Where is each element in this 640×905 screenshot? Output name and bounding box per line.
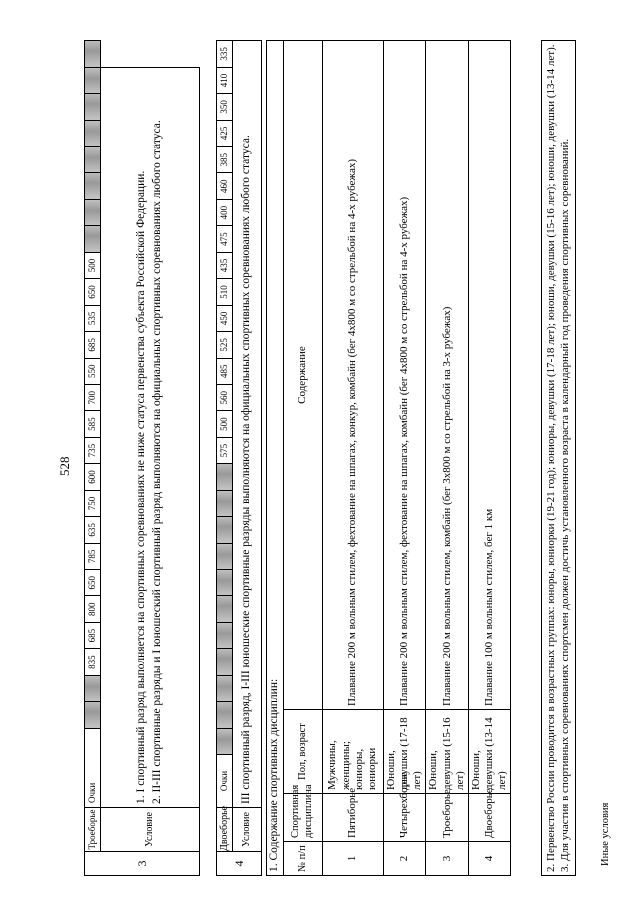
score-cell: 500 bbox=[217, 411, 233, 437]
row4-condition: III спортивный разряд, I-III юношеские спортивные разряды выполняются на официальных спортивных соревнованиях любого статуса. bbox=[233, 41, 262, 808]
page-number: 528 bbox=[57, 456, 72, 476]
row3-points-label: Очки bbox=[85, 728, 101, 807]
discipline-row bbox=[468, 41, 511, 876]
row3-condition-2: 2. II-III спортивные разряды и I юношеский спортивный разряд выполняются на официальных спортивных соревнованиях любого статуса. bbox=[151, 120, 163, 804]
row3-num: 3 bbox=[85, 852, 200, 876]
discipline-name: Двоеборье bbox=[468, 794, 511, 842]
score-cell: 485 bbox=[217, 358, 233, 384]
score-cell: 735 bbox=[85, 437, 101, 463]
score-cell: 450 bbox=[217, 305, 233, 331]
row4-block bbox=[216, 40, 262, 876]
score-cell: 785 bbox=[85, 543, 101, 569]
score-cell: 800 bbox=[85, 596, 101, 622]
row3-discipline: Троеборье bbox=[85, 808, 101, 852]
score-cell: 835 bbox=[85, 649, 101, 675]
score-cell: 650 bbox=[85, 279, 101, 305]
row4-points-label: Очки bbox=[217, 755, 233, 808]
score-cell: 600 bbox=[85, 464, 101, 490]
score-cell: 635 bbox=[85, 517, 101, 543]
score-cell: 500 bbox=[85, 252, 101, 278]
row4-scores-row bbox=[217, 41, 233, 876]
row4-condition-row bbox=[233, 41, 262, 876]
score-cell: 750 bbox=[85, 490, 101, 516]
score-cell: 700 bbox=[85, 385, 101, 411]
score-cell: 425 bbox=[217, 120, 233, 146]
score-cell: 350 bbox=[217, 94, 233, 120]
score-cell: 385 bbox=[217, 147, 233, 173]
discipline-gender: Мужчины, женщины; юниоры, юниорки bbox=[322, 710, 383, 794]
header-content: Содержание bbox=[283, 41, 322, 710]
score-cell: 335 bbox=[217, 41, 233, 68]
score-cell: 535 bbox=[85, 305, 101, 331]
discipline-row bbox=[322, 41, 383, 876]
discipline-gender: Юноши, девушки (13-14 лет) bbox=[468, 710, 511, 794]
row3-condition-row bbox=[101, 41, 200, 876]
score-cell: 685 bbox=[85, 332, 101, 358]
score-cell: 475 bbox=[217, 226, 233, 252]
score-cell: 525 bbox=[217, 332, 233, 358]
row3-condition-1: 1. I спортивный разряд выполняется на спортивных соревнованиях не ниже статуса первенства субъекта Российской Федерации. bbox=[135, 170, 148, 804]
disciplines-block bbox=[266, 40, 511, 876]
row4-discipline: Двоеборье bbox=[217, 808, 233, 852]
score-cell: 400 bbox=[217, 199, 233, 225]
row4-table bbox=[216, 40, 262, 876]
score-cell: 575 bbox=[217, 437, 233, 463]
row3-table bbox=[84, 40, 200, 876]
discipline-name: Троеборье bbox=[426, 794, 469, 842]
discipline-num: 4 bbox=[468, 842, 511, 876]
rotated-page bbox=[57, 36, 620, 888]
header-discipline: Спортивная дисциплина bbox=[283, 794, 322, 842]
discipline-row bbox=[426, 41, 469, 876]
side-label: Иные условия bbox=[600, 802, 611, 866]
discipline-content: Плавание 200 м вольным стилем, фехтование на шпагах, комбайн (бег 4х800 м со стрельбой на 4-х рубежах) bbox=[383, 41, 426, 710]
note-2: 2. Первенство России проводится в возрастных группах: юноры, юниорки (19-21 год); юниоры, девушки (17-18 лет); юноши, девушки (15-16 лет); юноши, девушки (13-14 лет). bbox=[545, 44, 557, 872]
discipline-gender: Юноши, девушки (17-18 лет) bbox=[383, 710, 426, 794]
row3-block bbox=[84, 40, 200, 876]
row3-condition-label: Условие bbox=[101, 808, 200, 852]
score-cell: 410 bbox=[217, 67, 233, 93]
row4-num: 4 bbox=[217, 852, 262, 876]
score-cell: 510 bbox=[217, 279, 233, 305]
disciplines-header-row bbox=[283, 41, 322, 876]
note-3: 3. Для участия в спортивных соревнованиях спортсмен должен достичь установленного возраста в календарный год проведения спортивных соревнований. bbox=[559, 138, 572, 872]
disciplines-title: 1. Содержание спортивных дисциплин: bbox=[267, 41, 284, 876]
discipline-name: Четырехборье bbox=[383, 794, 426, 842]
score-cell: 460 bbox=[217, 173, 233, 199]
score-cell: 685 bbox=[85, 622, 101, 648]
score-cell: 435 bbox=[217, 252, 233, 278]
notes-block bbox=[541, 40, 576, 876]
discipline-content: Плавание 200 м вольным стилем, комбайн (бег 3х800 м со стрельбой на 3-х рубежах) bbox=[426, 41, 469, 710]
header-num: № п/п bbox=[283, 842, 322, 876]
discipline-num: 1 bbox=[322, 842, 383, 876]
discipline-num: 2 bbox=[383, 842, 426, 876]
row3-scores-row bbox=[85, 41, 101, 876]
header-gender: Пол, возраст bbox=[283, 710, 322, 794]
discipline-gender: Юноши, девушки (15-16 лет) bbox=[426, 710, 469, 794]
score-cell: 560 bbox=[217, 385, 233, 411]
discipline-content: Плавание 100 м вольным стилем, бег 1 км bbox=[468, 41, 511, 710]
score-cell: 585 bbox=[85, 411, 101, 437]
score-cell: 550 bbox=[85, 358, 101, 384]
score-cell: 650 bbox=[85, 570, 101, 596]
disciplines-table bbox=[266, 40, 511, 876]
discipline-num: 3 bbox=[426, 842, 469, 876]
row4-condition-label: Условие bbox=[233, 808, 262, 852]
discipline-row bbox=[383, 41, 426, 876]
discipline-content: Плавание 200 м вольным стилем, фехтование на шпагах, конкур, комбайн (бег 4х800 м со стрельбой на 4-х рубежах) bbox=[322, 41, 383, 710]
discipline-name: Пятиборье bbox=[322, 794, 383, 842]
